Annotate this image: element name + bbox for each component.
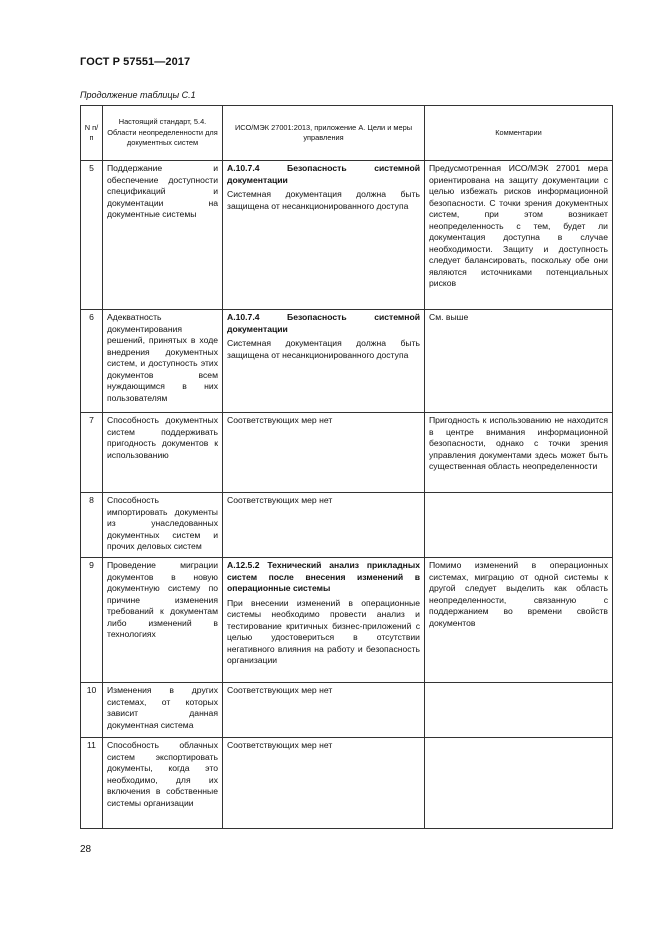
uncertainty-area: Изменения в других системах, от которых зависит данная документная система — [103, 683, 223, 738]
comment: Пригодность к использованию не находится в центре внимания информационной безопасности, однако с точки зрения управления документами здесь может быть существенная область неопределенности — [425, 413, 613, 493]
table-row — [81, 558, 613, 683]
document-title: ГОСТ Р 57551—2017 — [80, 56, 191, 68]
iso-control — [223, 161, 425, 310]
uncertainty-area: Способность документных систем поддерживать пригодность документов к использованию — [103, 413, 223, 493]
iso-control-text: Системная документация должна быть защищена от несанкционированного доступа — [227, 189, 420, 211]
row-number: 5 — [81, 161, 103, 310]
comment — [425, 683, 613, 738]
uncertainty-area: Способность импортировать документы из унаследованных документных систем и прочих деловых систем — [103, 493, 223, 558]
row-number: 6 — [81, 310, 103, 413]
iso-control-text: Соответствующих мер нет — [223, 493, 425, 558]
iso-control-text: Соответствующих мер нет — [223, 413, 425, 493]
table-caption: Продолжение таблицы С.1 — [80, 90, 196, 100]
table-header-row — [81, 106, 613, 161]
comment: См. выше — [425, 310, 613, 413]
table-row — [81, 493, 613, 558]
iso-control — [223, 310, 425, 413]
row-number: 10 — [81, 683, 103, 738]
iso-control-text: Соответствующих мер нет — [223, 683, 425, 738]
uncertainty-area: Проведение миграции документов в новую документную систему по причине изменения требований к документам либо изменений в технологиях — [103, 558, 223, 683]
iso-control-text: Системная документация должна быть защищена от несанкционированного доступа — [227, 338, 420, 360]
column-header-comment: Комментарии — [425, 106, 613, 161]
iso-control-text: При внесении изменений в операционные системы необходимо провести анализ и тестирование критичных бизнес-приложений с целью удостовериться в отсутствии негативного влияния на работу и безопасность организации — [227, 597, 420, 665]
table-row — [81, 413, 613, 493]
requirements-table — [80, 105, 613, 829]
row-number: 11 — [81, 738, 103, 829]
iso-control-title: А.12.5.2 Технический анализ прикладных систем после внесения изменений в операционные системы — [227, 560, 420, 593]
table-row — [81, 738, 613, 829]
iso-control-title: А.10.7.4 Безопасность системной документации — [227, 163, 420, 185]
row-number: 8 — [81, 493, 103, 558]
table-row — [81, 310, 613, 413]
table-row — [81, 161, 613, 310]
column-header-iso: ИСО/МЭК 27001:2013, приложение А. Цели и меры управления — [223, 106, 425, 161]
uncertainty-area: Адекватность документирования решений, принятых в ходе внедрения документных систем, и доступность этих документов всем нуждающимся в них пользователям — [103, 310, 223, 413]
comment — [425, 493, 613, 558]
row-number: 7 — [81, 413, 103, 493]
table-row — [81, 683, 613, 738]
iso-control — [223, 558, 425, 683]
column-header-area: Настоящий стандарт, 5.4. Области неопределенности для документных систем — [103, 106, 223, 161]
comment — [425, 738, 613, 829]
uncertainty-area: Способность облачных систем экспортировать документы, когда это необходимо, для их включения в собственные системы организации — [103, 738, 223, 829]
page-number: 28 — [80, 844, 92, 855]
uncertainty-area: Поддержание и обеспечение доступности спецификаций и документации на документные системы — [103, 161, 223, 310]
row-number: 9 — [81, 558, 103, 683]
column-header-number: N п/п — [81, 106, 103, 161]
iso-control-text: Соответствующих мер нет — [223, 738, 425, 829]
comment: Помимо изменений в операционных системах, миграцию от одной системы к другой следует выделить как область неопределенности, связанную с поддержанием во времени свойств документов — [425, 558, 613, 683]
iso-control-title: А.10.7.4 Безопасность системной документации — [227, 312, 420, 334]
comment: Предусмотренная ИСО/МЭК 27001 мера ориентирована на защиту документации с целью избежать рисков информационной безопасности. С точки зрения документных систем, при этом возникает неопределенность с тем, будет ли документация доступна в случае необходимости. Защиту и доступность следует балансировать, поскольку обе они являются источниками потенциальных рисков — [425, 161, 613, 310]
